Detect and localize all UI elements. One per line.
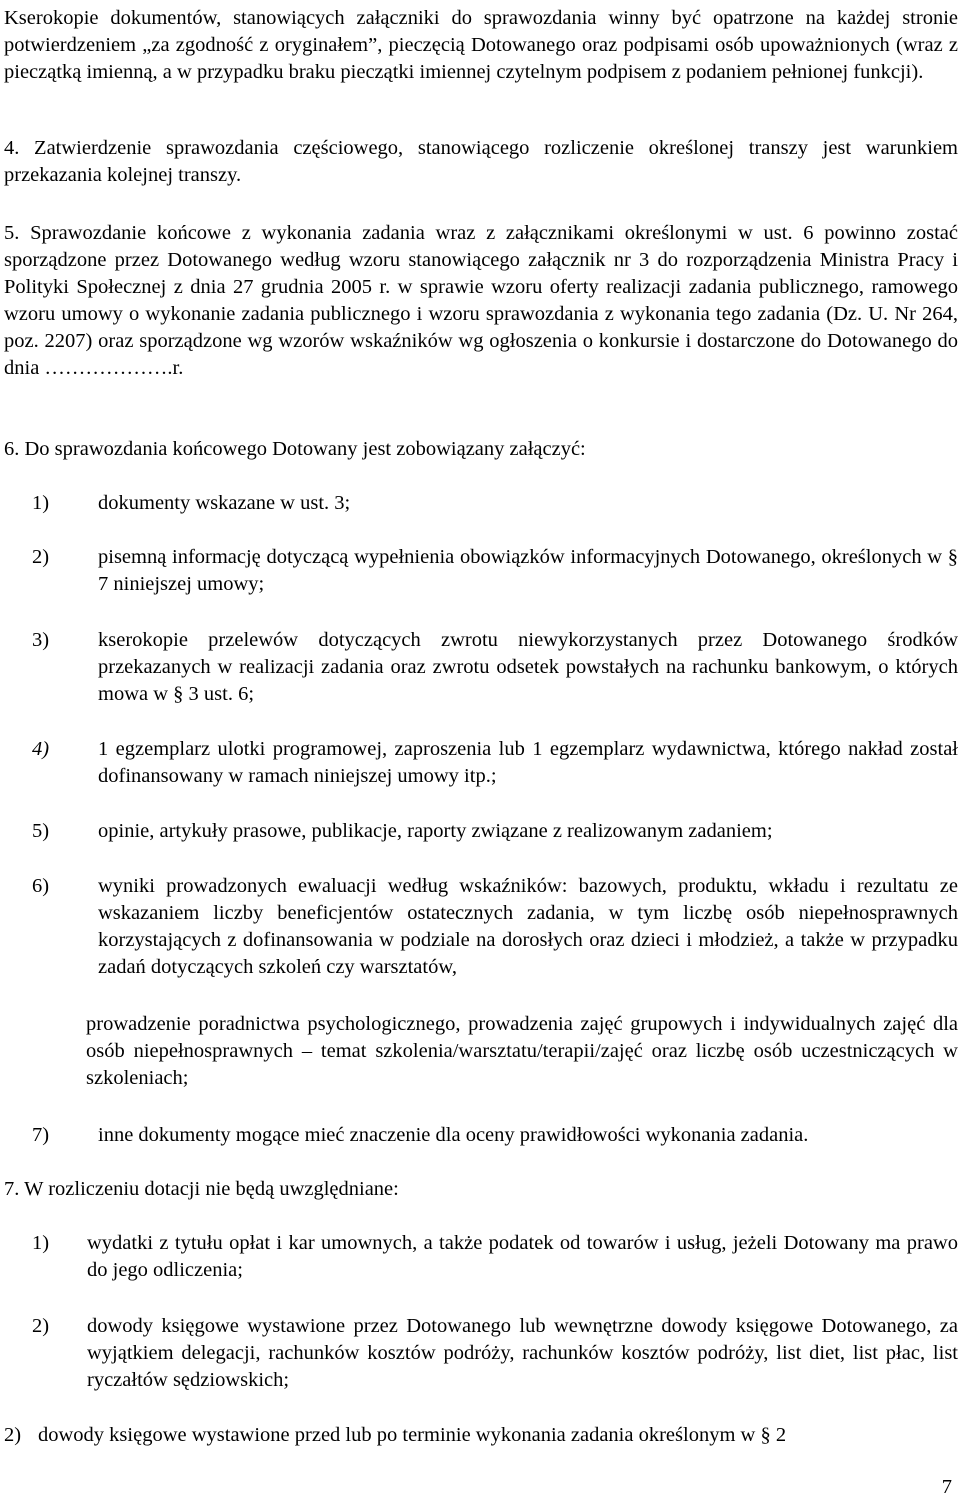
- item-text: dowody księgowe wystawione przez Dotowanego lub wewnętrzne dowody księgowe Dotowanego, za wyjątkiem delegacji, rachunków kosztów podróży, rachunków kosztów podróży, list diet, list płac, list ryczałtów sędziowskich;: [87, 1315, 958, 1391]
- item-number: 2): [32, 1315, 50, 1337]
- item-number: 7): [32, 1124, 50, 1146]
- item-text: wydatki z tytułu opłat i kar umownych, a także podatek od towarów i usług, jeżeli Dotowany ma prawo do jego odliczenia;: [87, 1232, 958, 1281]
- item-text: wyniki prowadzonych ewaluacji według wskaźników: bazowych, produktu, wkładu i rezultatu ze wskazaniem liczby beneficjentów ostatecznych zadania, w tym liczbę osób niepełnosprawnych korzystających z dofinansowania w podziale na dorosłych oraz dzieci i młodzież, a także w przypadku zadań dotyczących szkoleń czy warsztatów,: [98, 875, 958, 978]
- item-text: kserokopie przelewów dotyczących zwrotu niewykorzystanych przez Dotowanego środków przekazanych w realizacji zadania oraz zwrotu odsetek powstałych na rachunku bankowym, o których mowa w § 3 ust. 6;: [98, 629, 958, 705]
- intro-paragraph: Kserokopie dokumentów, stanowiących załączniki do sprawozdania winny być opatrzone na każdej stronie potwierdzeniem „za zgodność z oryginałem”, pieczęcią Dotowanego oraz podpisami osób upoważnionych (wraz z pieczątką imienną, a w przypadku braku pieczątki imiennej czytelnym podpisem z podaniem pełnionej funkcji).: [4, 7, 958, 83]
- document-page: [4, 0, 958, 1509]
- item-number: 4): [32, 738, 50, 760]
- item-number: 2): [32, 546, 50, 568]
- page-number: 7: [941, 1476, 952, 1498]
- item-text: pisemną informację dotyczącą wypełnienia obowiązków informacyjnych Dotowanego, określonych w § 7 niniejszej umowy;: [98, 546, 958, 595]
- item-number: 2): [4, 1424, 22, 1446]
- item-text: opinie, artykuły prasowe, publikacje, raporty związane z realizowanym zadaniem;: [98, 820, 773, 842]
- section-4-paragraph: 4. Zatwierdzenie sprawozdania częściowego, stanowiącego rozliczenie określonej transzy jest warunkiem przekazania kolejnej transzy.: [4, 137, 958, 186]
- item-number: 3): [32, 629, 50, 651]
- section-7-heading: 7. W rozliczeniu dotacji nie będą uwzględniane:: [4, 1178, 399, 1200]
- section-6-heading: 6. Do sprawozdania końcowego Dotowany jest zobowiązany załączyć:: [4, 438, 586, 460]
- item-text: 1 egzemplarz ulotki programowej, zaproszenia lub 1 egzemplarz wydawnictwa, którego nakład został dofinansowany w ramach niniejszej umowy itp.;: [98, 738, 958, 787]
- item-text: prowadzenie poradnictwa psychologicznego, prowadzenia zajęć grupowych i indywidualnych zajęć dla osób niepełnosprawnych – temat szkolenia/warsztatu/terapii/zajęć oraz liczbę osób uczestniczących w szkoleniach;: [86, 1013, 958, 1089]
- item-number: 6): [32, 875, 50, 897]
- item-text: dowody księgowe wystawione przed lub po terminie wykonania zadania określonym w § 2: [38, 1424, 787, 1446]
- item-number: 1): [32, 1232, 50, 1254]
- item-text: dokumenty wskazane w ust. 3;: [98, 492, 351, 514]
- item-text: inne dokumenty mogące mieć znaczenie dla oceny prawidłowości wykonania zadania.: [98, 1124, 809, 1146]
- item-number: 1): [32, 492, 50, 514]
- item-number: 5): [32, 820, 50, 842]
- section-5-paragraph: 5. Sprawozdanie końcowe z wykonania zadania wraz z załącznikami określonymi w ust. 6 powinno zostać sporządzone przez Dotowanego według wzoru stanowiącego załącznik nr 3 do rozporządzenia Ministra Pracy i Polityki Społecznej z dnia 27 grudnia 2005 r. w sprawie wzoru oferty realizacji zadania publicznego, ramowego wzoru umowy o wykonanie zadania publicznego i wzoru sprawozdania z wykonania tego zadania (Dz. U. Nr 264, poz. 2207) oraz sporządzone wg wzorów wskaźników wg ogłoszenia o konkursie i dostarczone do Dotowanego do dnia ……………….r.: [4, 222, 958, 379]
